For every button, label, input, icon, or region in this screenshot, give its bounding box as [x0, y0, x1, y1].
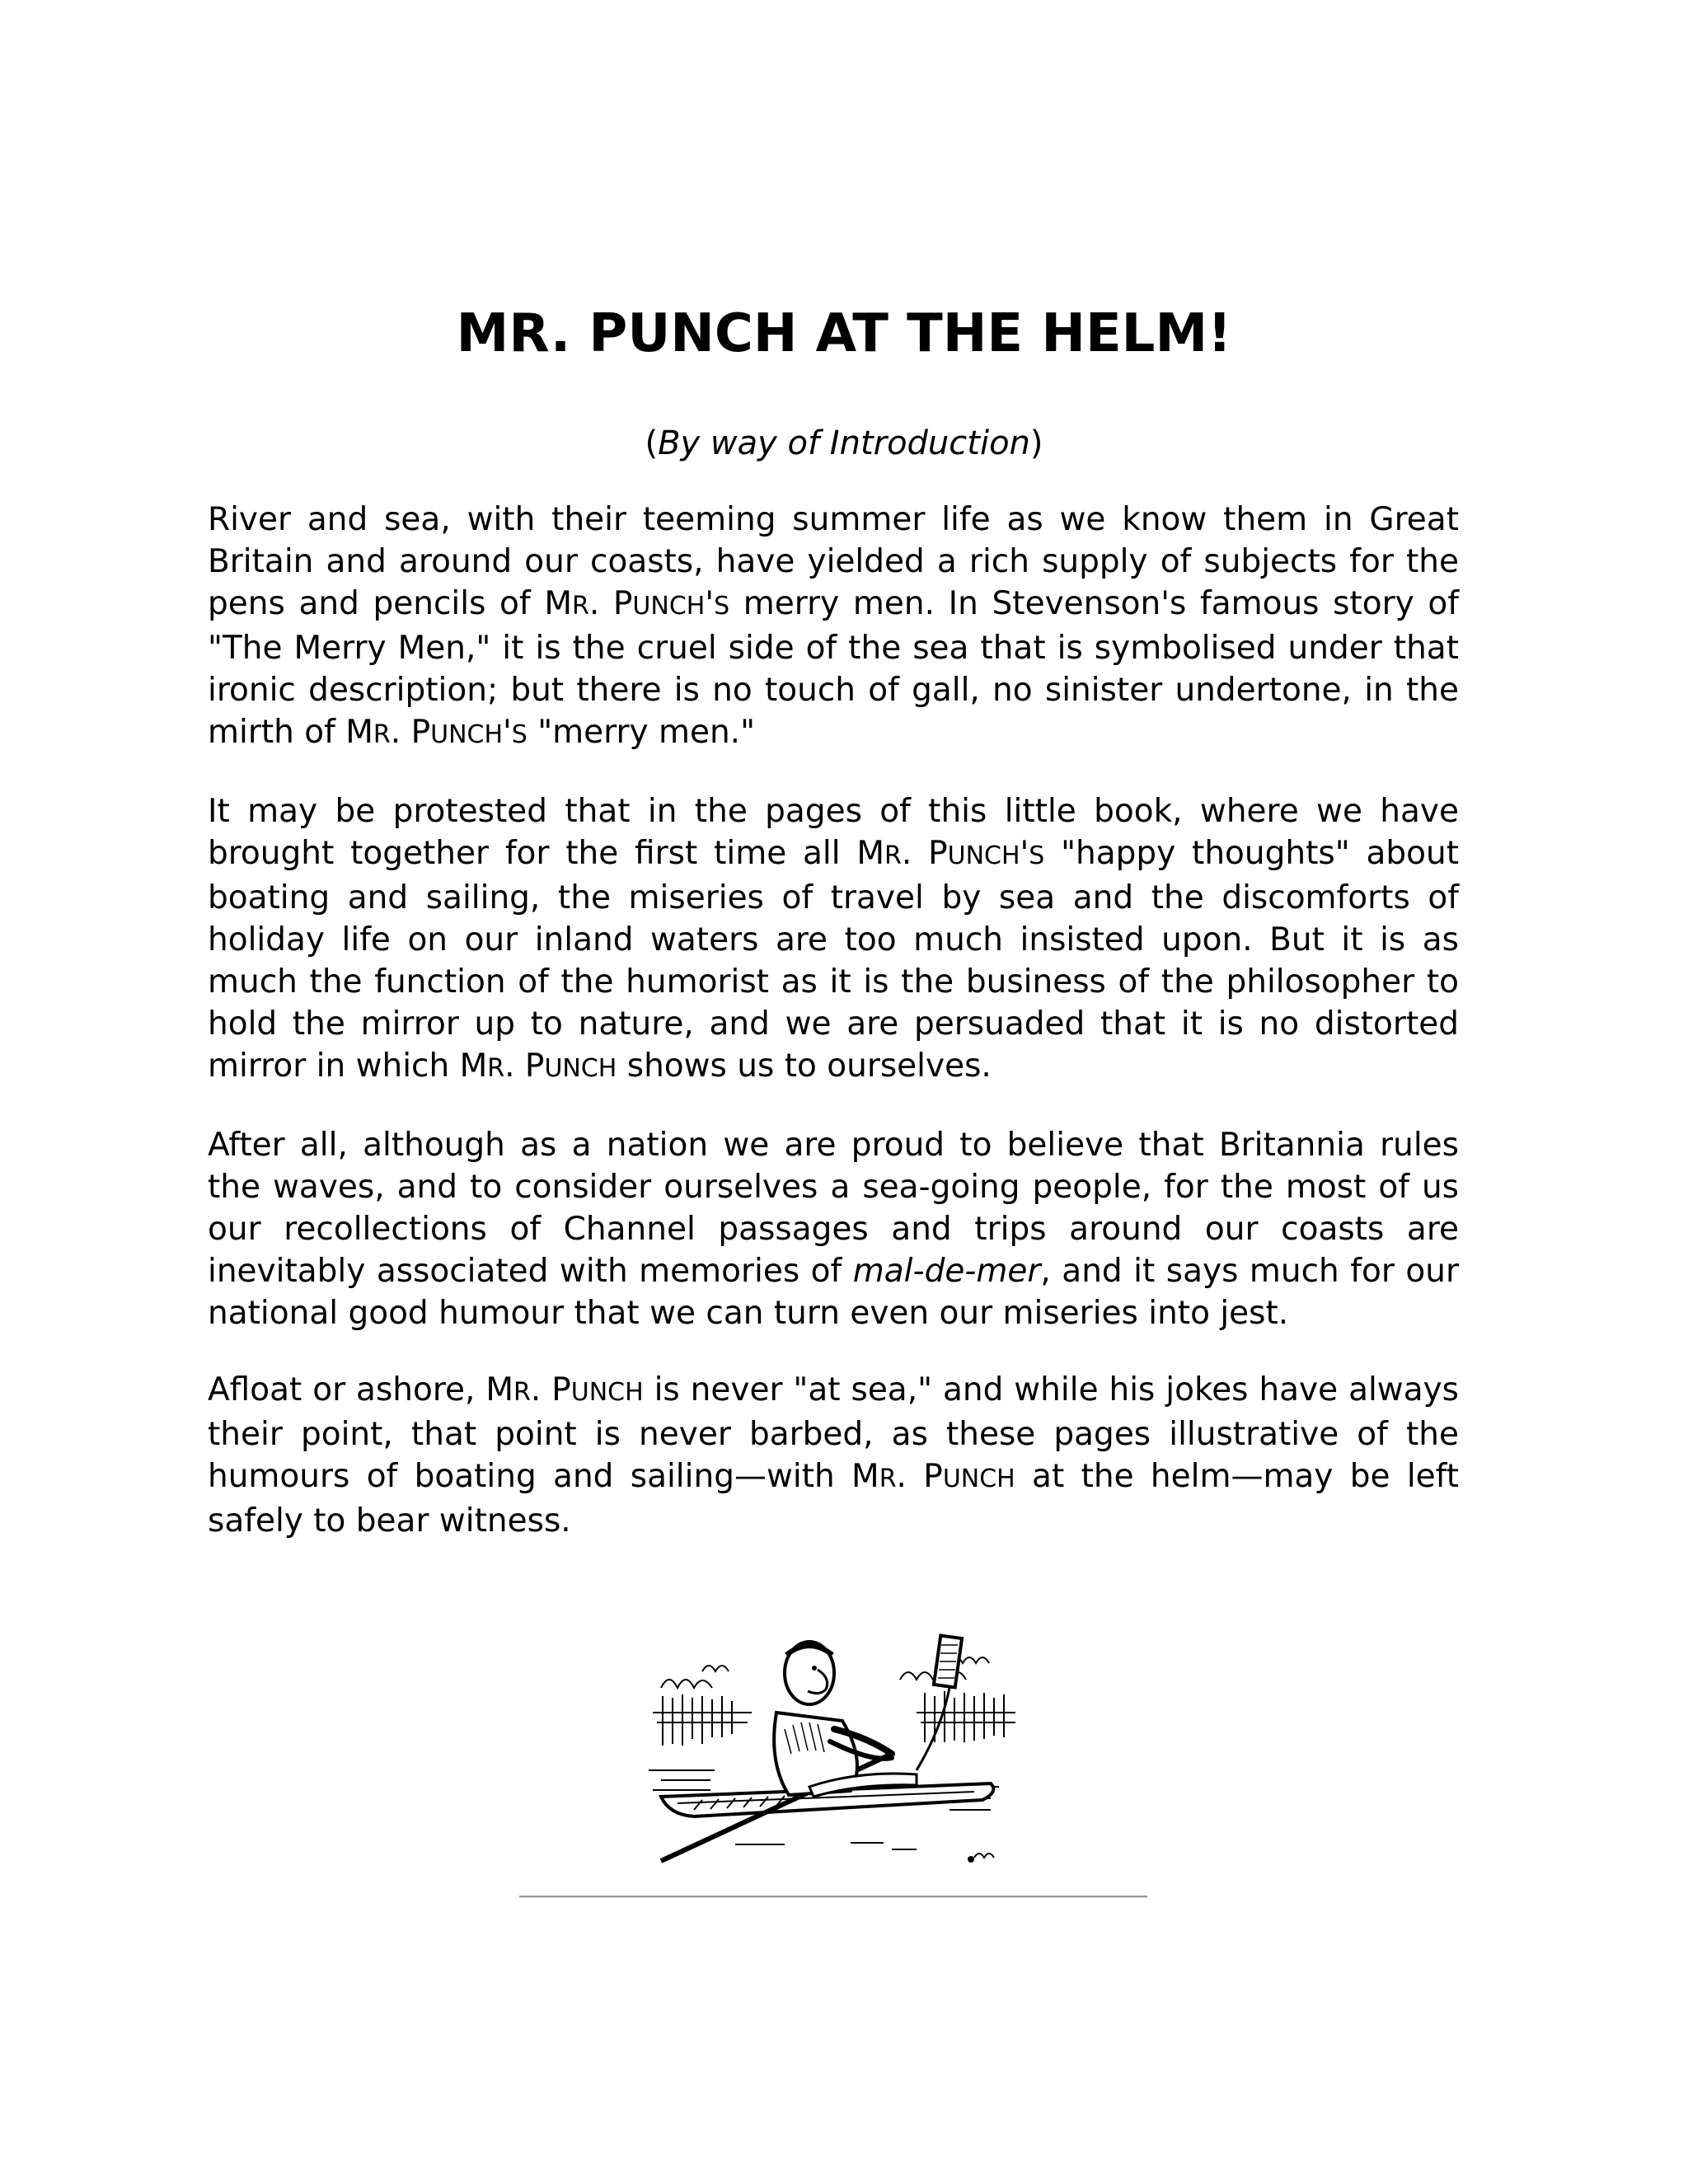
paragraph-1-text-c: "merry men.": [527, 714, 756, 751]
mr-punch-name: MR. PUNCH: [485, 1371, 644, 1408]
subtitle-open-paren: (: [645, 424, 659, 462]
rowing-man-illustration: [645, 1622, 1030, 1869]
paragraph-4-text-b: is never "at sea," and while his jokes have always their point, that point is never barbed, as these pages illustrative of the humours of boating and sailing—with: [208, 1371, 1459, 1495]
paragraph-4: [208, 1369, 1459, 1542]
subtitle: [0, 419, 1688, 468]
signature-dot: [968, 1856, 974, 1863]
paragraph-3-italic: mal-de-mer: [852, 1253, 1041, 1290]
mr-punch-name: MR. PUNCH: [851, 1458, 1015, 1495]
paragraph-3: [208, 1124, 1459, 1334]
rower-eye: [812, 1666, 817, 1671]
paragraph-2-text-c: shows us to ourselves.: [617, 1047, 992, 1085]
paragraph-4-text-a: Afloat or ashore,: [208, 1371, 486, 1408]
paragraph-4-text-c: at the helm—may be left safely to bear witness.: [208, 1458, 1459, 1540]
paragraph-1-text-a: River and sea, with their teeming summer life as we know them in Great Britain and around our coasts, have yielded a rich supply of subjects for the pens and pencils of: [208, 501, 1459, 622]
paragraph-3-text-b: , and it says much for our national good humour that we can turn even our miseries into jest.: [208, 1253, 1459, 1332]
subtitle-close-paren: ): [1029, 424, 1043, 462]
paragraph-2-text-b: "happy thoughts" about boating and sailing, the miseries of travel by sea and the discomforts of holiday life on our inland waters are too much insisted upon. But it is as much the function of the humorist as it is the business of the philosopher to hold the mirror up to nature, and we are persuaded that it is no distorted mirror in which: [208, 835, 1459, 1085]
mr-punch-name: MR. PUNCH'S: [345, 714, 528, 751]
paragraph-2: [208, 790, 1459, 1090]
paragraph-3-text-a: After all, although as a nation we are proud to believe that Britannia rules the waves, and to consider ourselves a sea-going people, for the most of us our recollections of Channel passages and trips around our coasts are inevitably associated with memories of: [208, 1127, 1459, 1290]
mr-punch-name: MR. PUNCH'S: [856, 835, 1045, 872]
artist-signature: [974, 1854, 994, 1858]
paragraph-1-text-b: merry men. In Stevenson's famous story of "The Merry Men," it is the cruel side of the sea that is symbolised under that ironic description; but there is no touch of gall, no sinister undertone, in the mirth of: [208, 585, 1459, 751]
horizontal-rule: [519, 1896, 1147, 1898]
mr-punch-name: MR. PUNCH'S: [544, 585, 730, 622]
mr-punch-name: MR. PUNCH: [459, 1047, 617, 1085]
paragraph-2-text-a: It may be protested that in the pages of this little book, where we have brought together for the first time all: [208, 793, 1459, 872]
paragraph-1: [208, 499, 1459, 756]
page-title: MR. PUNCH AT THE HELM!: [456, 303, 1232, 364]
subtitle-italic: By way of Introduction: [658, 424, 1030, 462]
body-text: [208, 499, 1459, 1577]
